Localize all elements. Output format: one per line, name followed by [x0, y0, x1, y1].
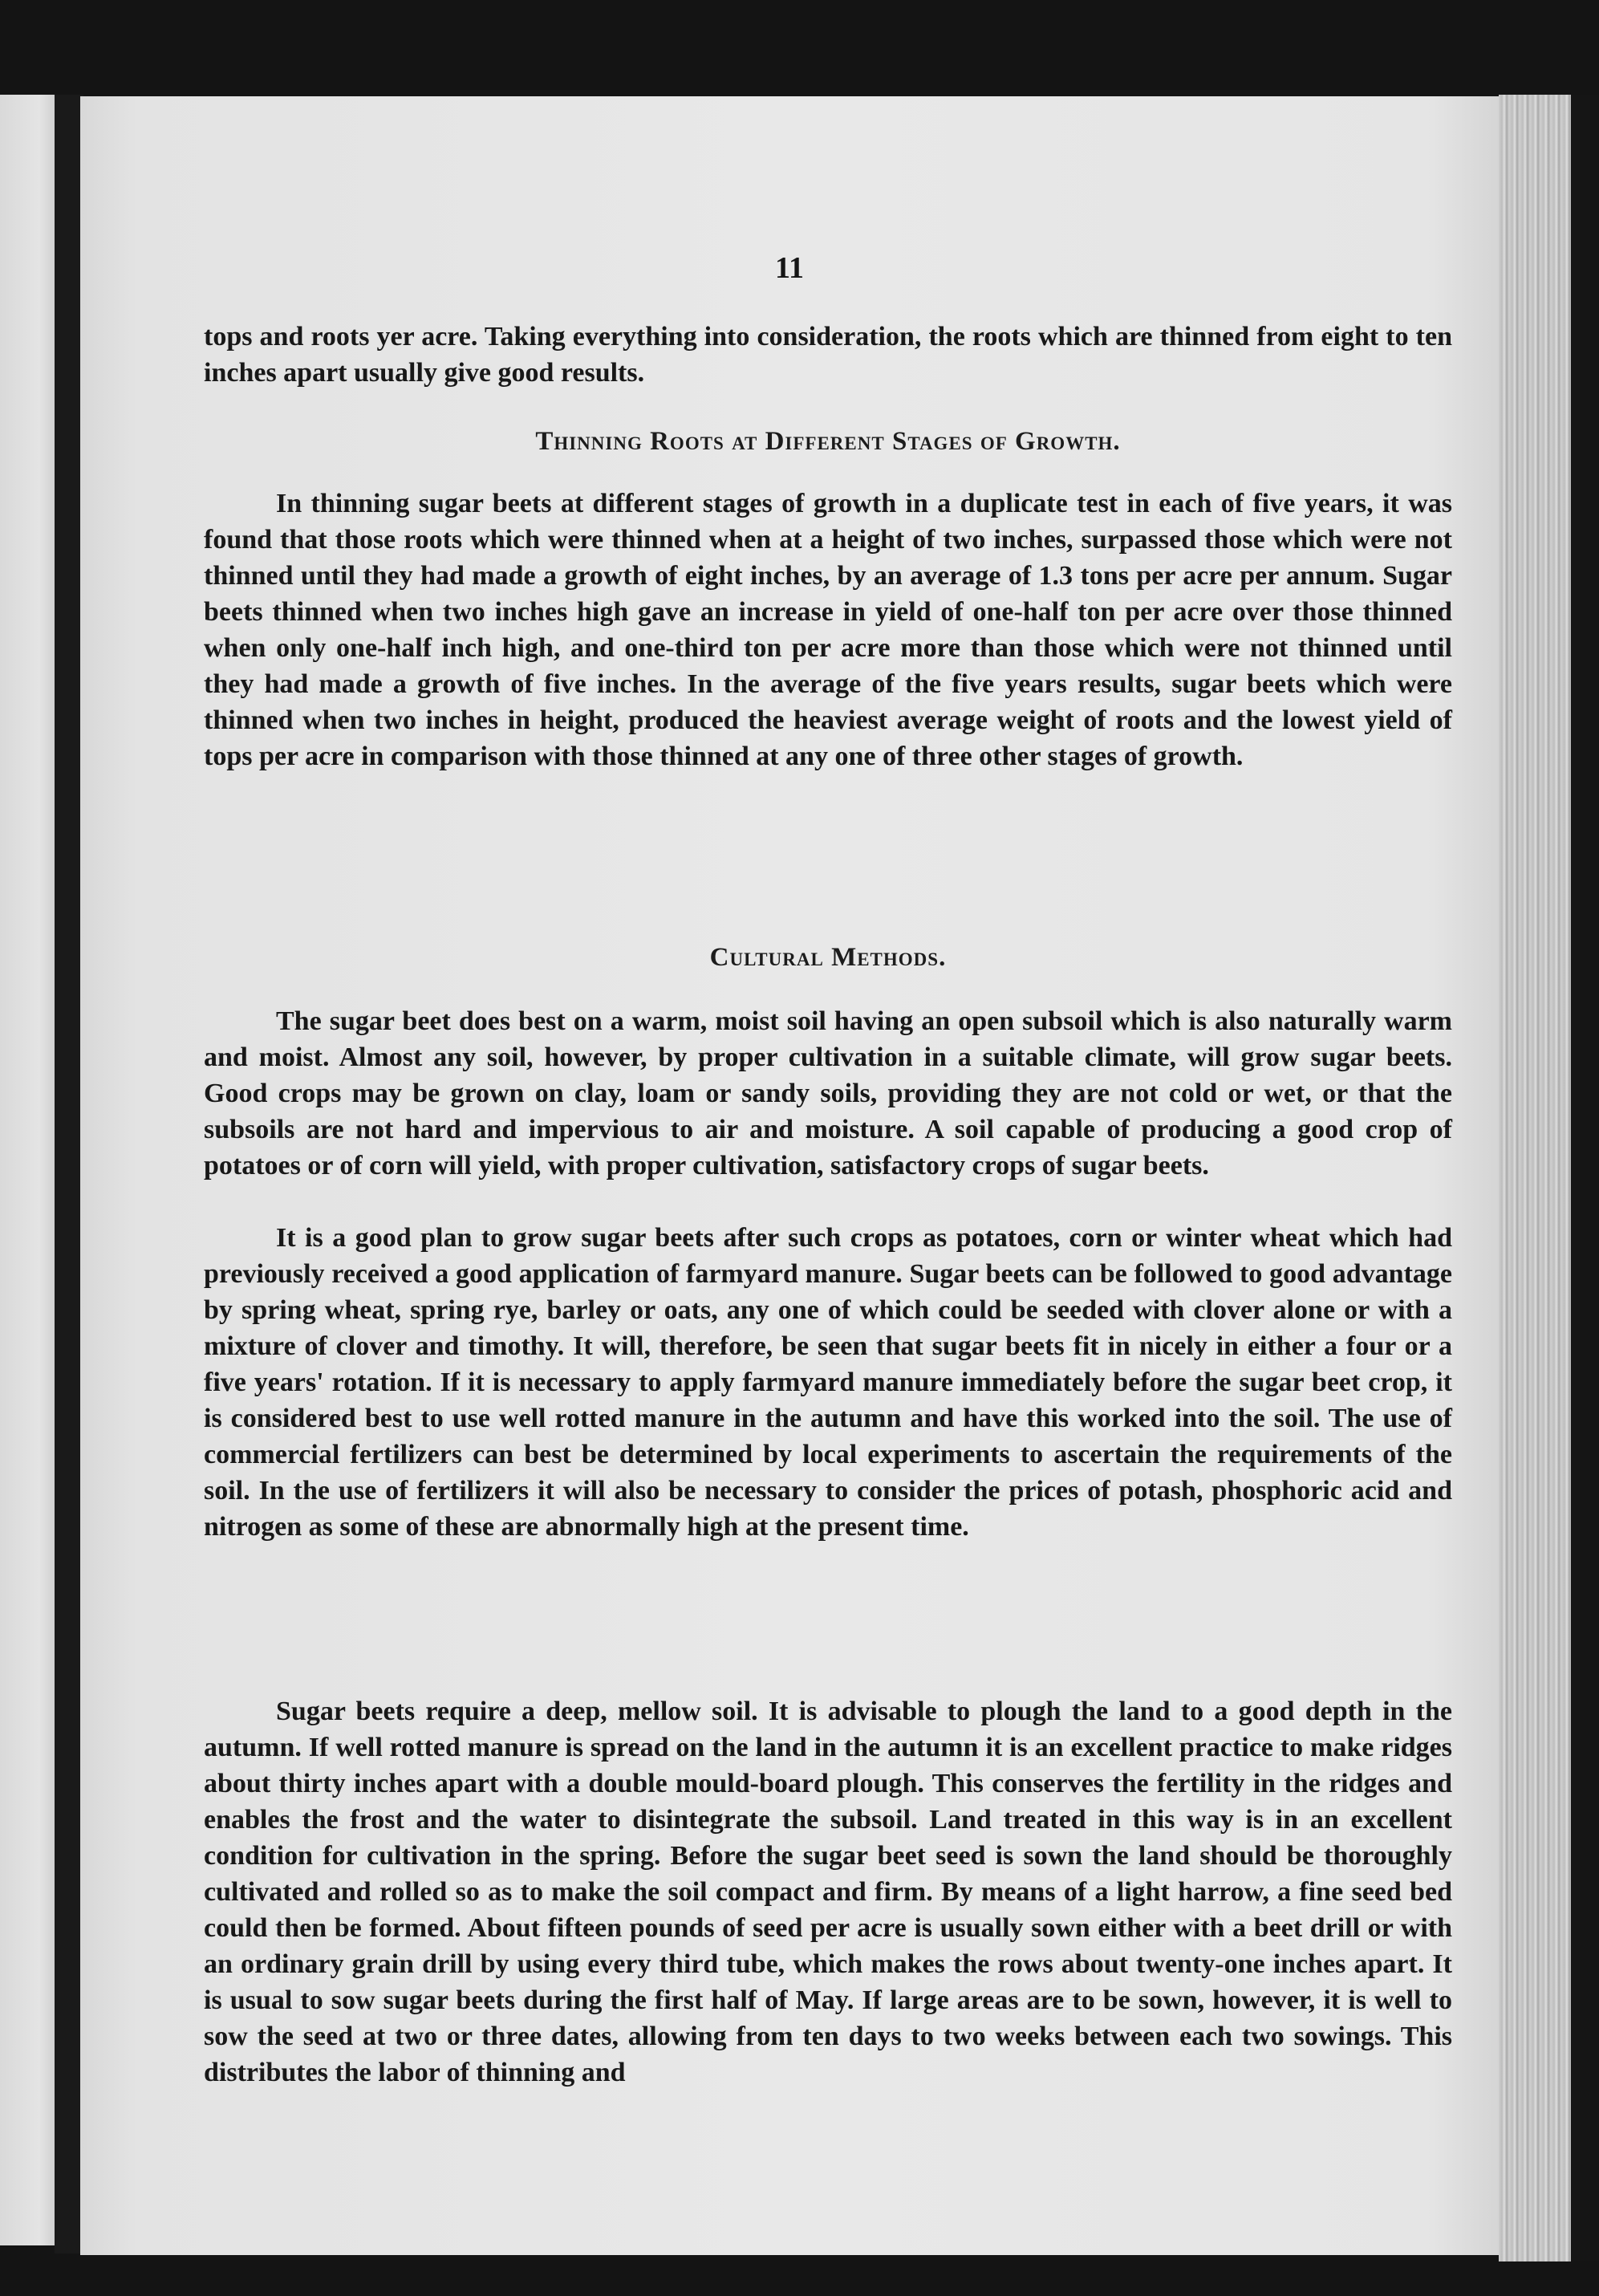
thinning-paragraph: In thinning sugar beets at different stages of growth in a duplicate test in each of five years, it was found that those roots which were thinned when at a height of two inches, surpassed those which were not thinned until they had made a growth of eight inches, by an average of 1.3 tons per acre per annum. Sugar beets thinned when two inches high gave an increase in yield of one-half ton per acre over those thinned when only one-half inch high, and one-third ton per acre more than those which were not thinned until they had made a growth of five inches. In the average of the five years results, sugar beets which were thinned when two inches in height, produced the heaviest average weight of roots and the lowest yield of tops per acre in comparison with those thinned at any one of three other stages of growth. — [204, 489, 1452, 771]
cultural-paragraph-1: The sugar beet does best on a warm, moist soil having an open subsoil which is also naturally warm and moist. Almost any soil, however, by proper cultivation in a suitable climate, will grow sugar beets. Good crops may be grown on clay, loam or sandy soils, providing they are not cold or wet, or that the subsoils are not hard and impervious to air and moisture. A soil capable of producing a good crop of potatoes or of corn will yield, with proper cultivation, satisfactory crops of sugar beets. — [204, 1006, 1452, 1181]
cultural-paragraph-3: Sugar beets require a deep, mellow soil. It is advisable to plough the land to a good depth in the autumn. If well rotted manure is spread on the land in the autumn it is an excellent practice to make ridges about thirty inches apart with a double mould-board plough. This conserves the fertility in the ridges and enables the frost and the water to disintegrate the subsoil. Land treated in this way is in an excellent condition for cultivation in the spring. Before the sugar beet seed is sown the land should be thoroughly cultivated and rolled so as to make the soil compact and firm. By means of a light harrow, a fine seed bed could then be formed. About fifteen pounds of seed per acre is usually sown either with a beet drill or with an ordinary grain drill by using every third tube, which makes the rows about twenty-one inches apart. It is usual to sow sugar beets during the first half of May. If large areas are to be sown, however, it is well to sow the seed at two or three dates, allowing from ten days to two weeks between each two sowings. This distributes the labor of thinning and — [204, 1697, 1452, 2087]
page-stack-edges — [1499, 95, 1571, 2261]
section-heading-thinning: Thinning Roots at Different Stages of Growth. — [535, 427, 1121, 456]
cultural-paragraph-2: It is a good plan to grow sugar beets after such crops as potatoes, corn or winter wheat which had previously received a good application of farmyard manure. Sugar beets can be followed to good advantage by spring wheat, spring rye, barley or oats, any one of which could be seeded with clover alone or with a mixture of clover and timothy. It will, therefore, be seen that sugar beets fit in nicely in either a four or a five years' rotation. If it is necessary to apply farmyard manure immediately before the sugar beet crop, it is considered best to use well rotted manure in the autumn and have this worked into the soil. The use of commercial fertilizers can best be determined by local experiments to ascertain the requirements of the soil. In the use of fertilizers it will also be necessary to consider the prices of potash, phosphoric acid and nitrogen as some of these are abnormally high at the present time. — [204, 1223, 1452, 1542]
book-page — [80, 96, 1499, 2255]
section-heading-cultural: Cultural Methods. — [709, 943, 947, 972]
page-number: 11 — [775, 251, 804, 285]
book-gutter — [55, 95, 83, 2253]
facing-page-edge — [0, 95, 56, 2245]
continuation-paragraph: tops and roots yer acre. Taking everything into consideration, the roots which are thinned from eight to ten inches apart usually give good results. — [204, 322, 1452, 388]
scan-artifact-mark — [369, 16, 390, 48]
